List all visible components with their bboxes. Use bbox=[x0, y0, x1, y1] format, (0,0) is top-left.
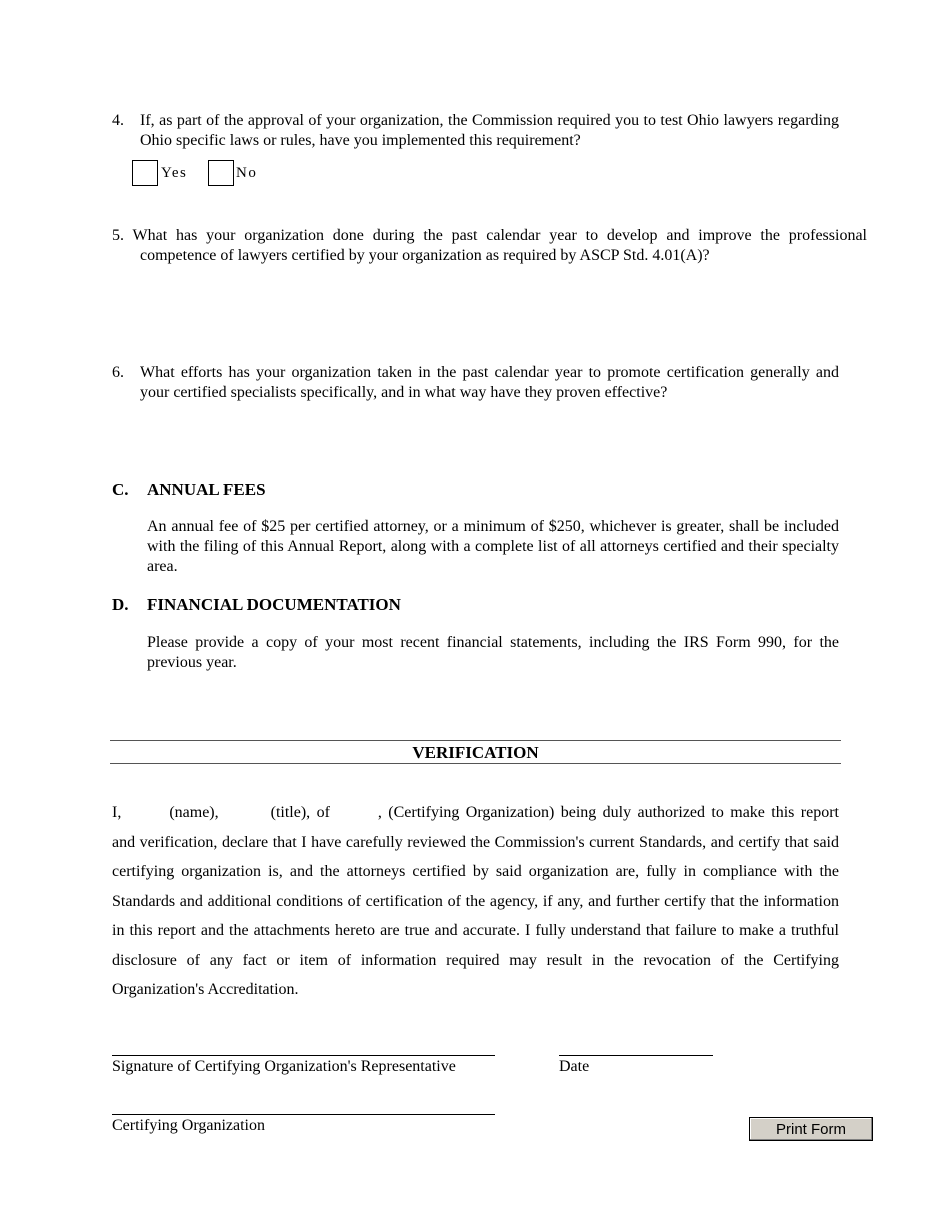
date-label: Date bbox=[559, 1058, 590, 1075]
verification-body: , (Certifying Organization) being duly authorized to make this report and verification, declare that I have carefully reviewed the Commission's current Standards, and certify that said certifying organization is, and the attorneys certified by said organization are, fully in compliance with the Standards and additional conditions of certification of the agency, if any, and further certify that the information in this report and the attachments hereto are true and accurate. I fully understand that failure to make a truthful disclosure of any fact or item of information required may result in the revocation of the Certifying Organization's Accreditation. bbox=[112, 804, 839, 998]
financial-documentation-text: Please provide a copy of your most recent financial statements, including the IRS Form 990, for the previous year. bbox=[147, 634, 839, 671]
annual-fees-text: An annual fee of $25 per certified attorney, or a minimum of $250, whichever is greater, shall be included with the filing of this Annual Report, along with a complete list of all attorneys certified and their specialty area. bbox=[147, 518, 839, 575]
section-c-letter: C. bbox=[112, 480, 129, 499]
name-label: (name), bbox=[169, 804, 219, 821]
verification-title: VERIFICATION bbox=[412, 743, 539, 762]
signature-line[interactable] bbox=[112, 1055, 495, 1056]
no-label: No bbox=[236, 165, 258, 181]
date-line[interactable] bbox=[559, 1055, 713, 1056]
section-d-letter: D. bbox=[112, 595, 129, 614]
certifying-organization-label: Certifying Organization bbox=[112, 1117, 265, 1134]
title-label: (title), of bbox=[270, 804, 330, 821]
verification-statement bbox=[112, 798, 839, 1005]
verification-top-rule bbox=[110, 740, 841, 741]
verification-i: I, bbox=[112, 804, 122, 821]
print-form-button[interactable]: Print Form bbox=[749, 1117, 873, 1141]
section-d-title: FINANCIAL DOCUMENTATION bbox=[147, 595, 401, 614]
question-6-text: What efforts has your organization taken in the past calendar year to promote certification generally and your certified specialists specifically, and in what way have they proven effective? bbox=[140, 364, 839, 401]
question-6-number: 6. bbox=[112, 364, 124, 381]
no-checkbox[interactable] bbox=[208, 160, 234, 186]
organization-line[interactable] bbox=[112, 1114, 495, 1115]
question-4 bbox=[112, 111, 839, 151]
question-4-number: 4. bbox=[112, 112, 124, 129]
section-c-title: ANNUAL FEES bbox=[147, 480, 266, 499]
signature-label: Signature of Certifying Organization's Representative bbox=[112, 1058, 456, 1075]
question-6 bbox=[112, 363, 839, 403]
question-4-text: If, as part of the approval of your organization, the Commission required you to test Ohio lawyers regarding Ohio specific laws or rules, have you implemented this requirement? bbox=[140, 112, 839, 149]
yes-checkbox[interactable] bbox=[132, 160, 158, 186]
question-5-text: 5. What has your organization done during the past calendar year to develop and improve the professional competence of lawyers certified by your organization as required by ASCP Std. 4.01(A)? bbox=[112, 227, 867, 264]
verification-bottom-rule bbox=[110, 763, 841, 764]
yes-label: Yes bbox=[161, 165, 188, 181]
